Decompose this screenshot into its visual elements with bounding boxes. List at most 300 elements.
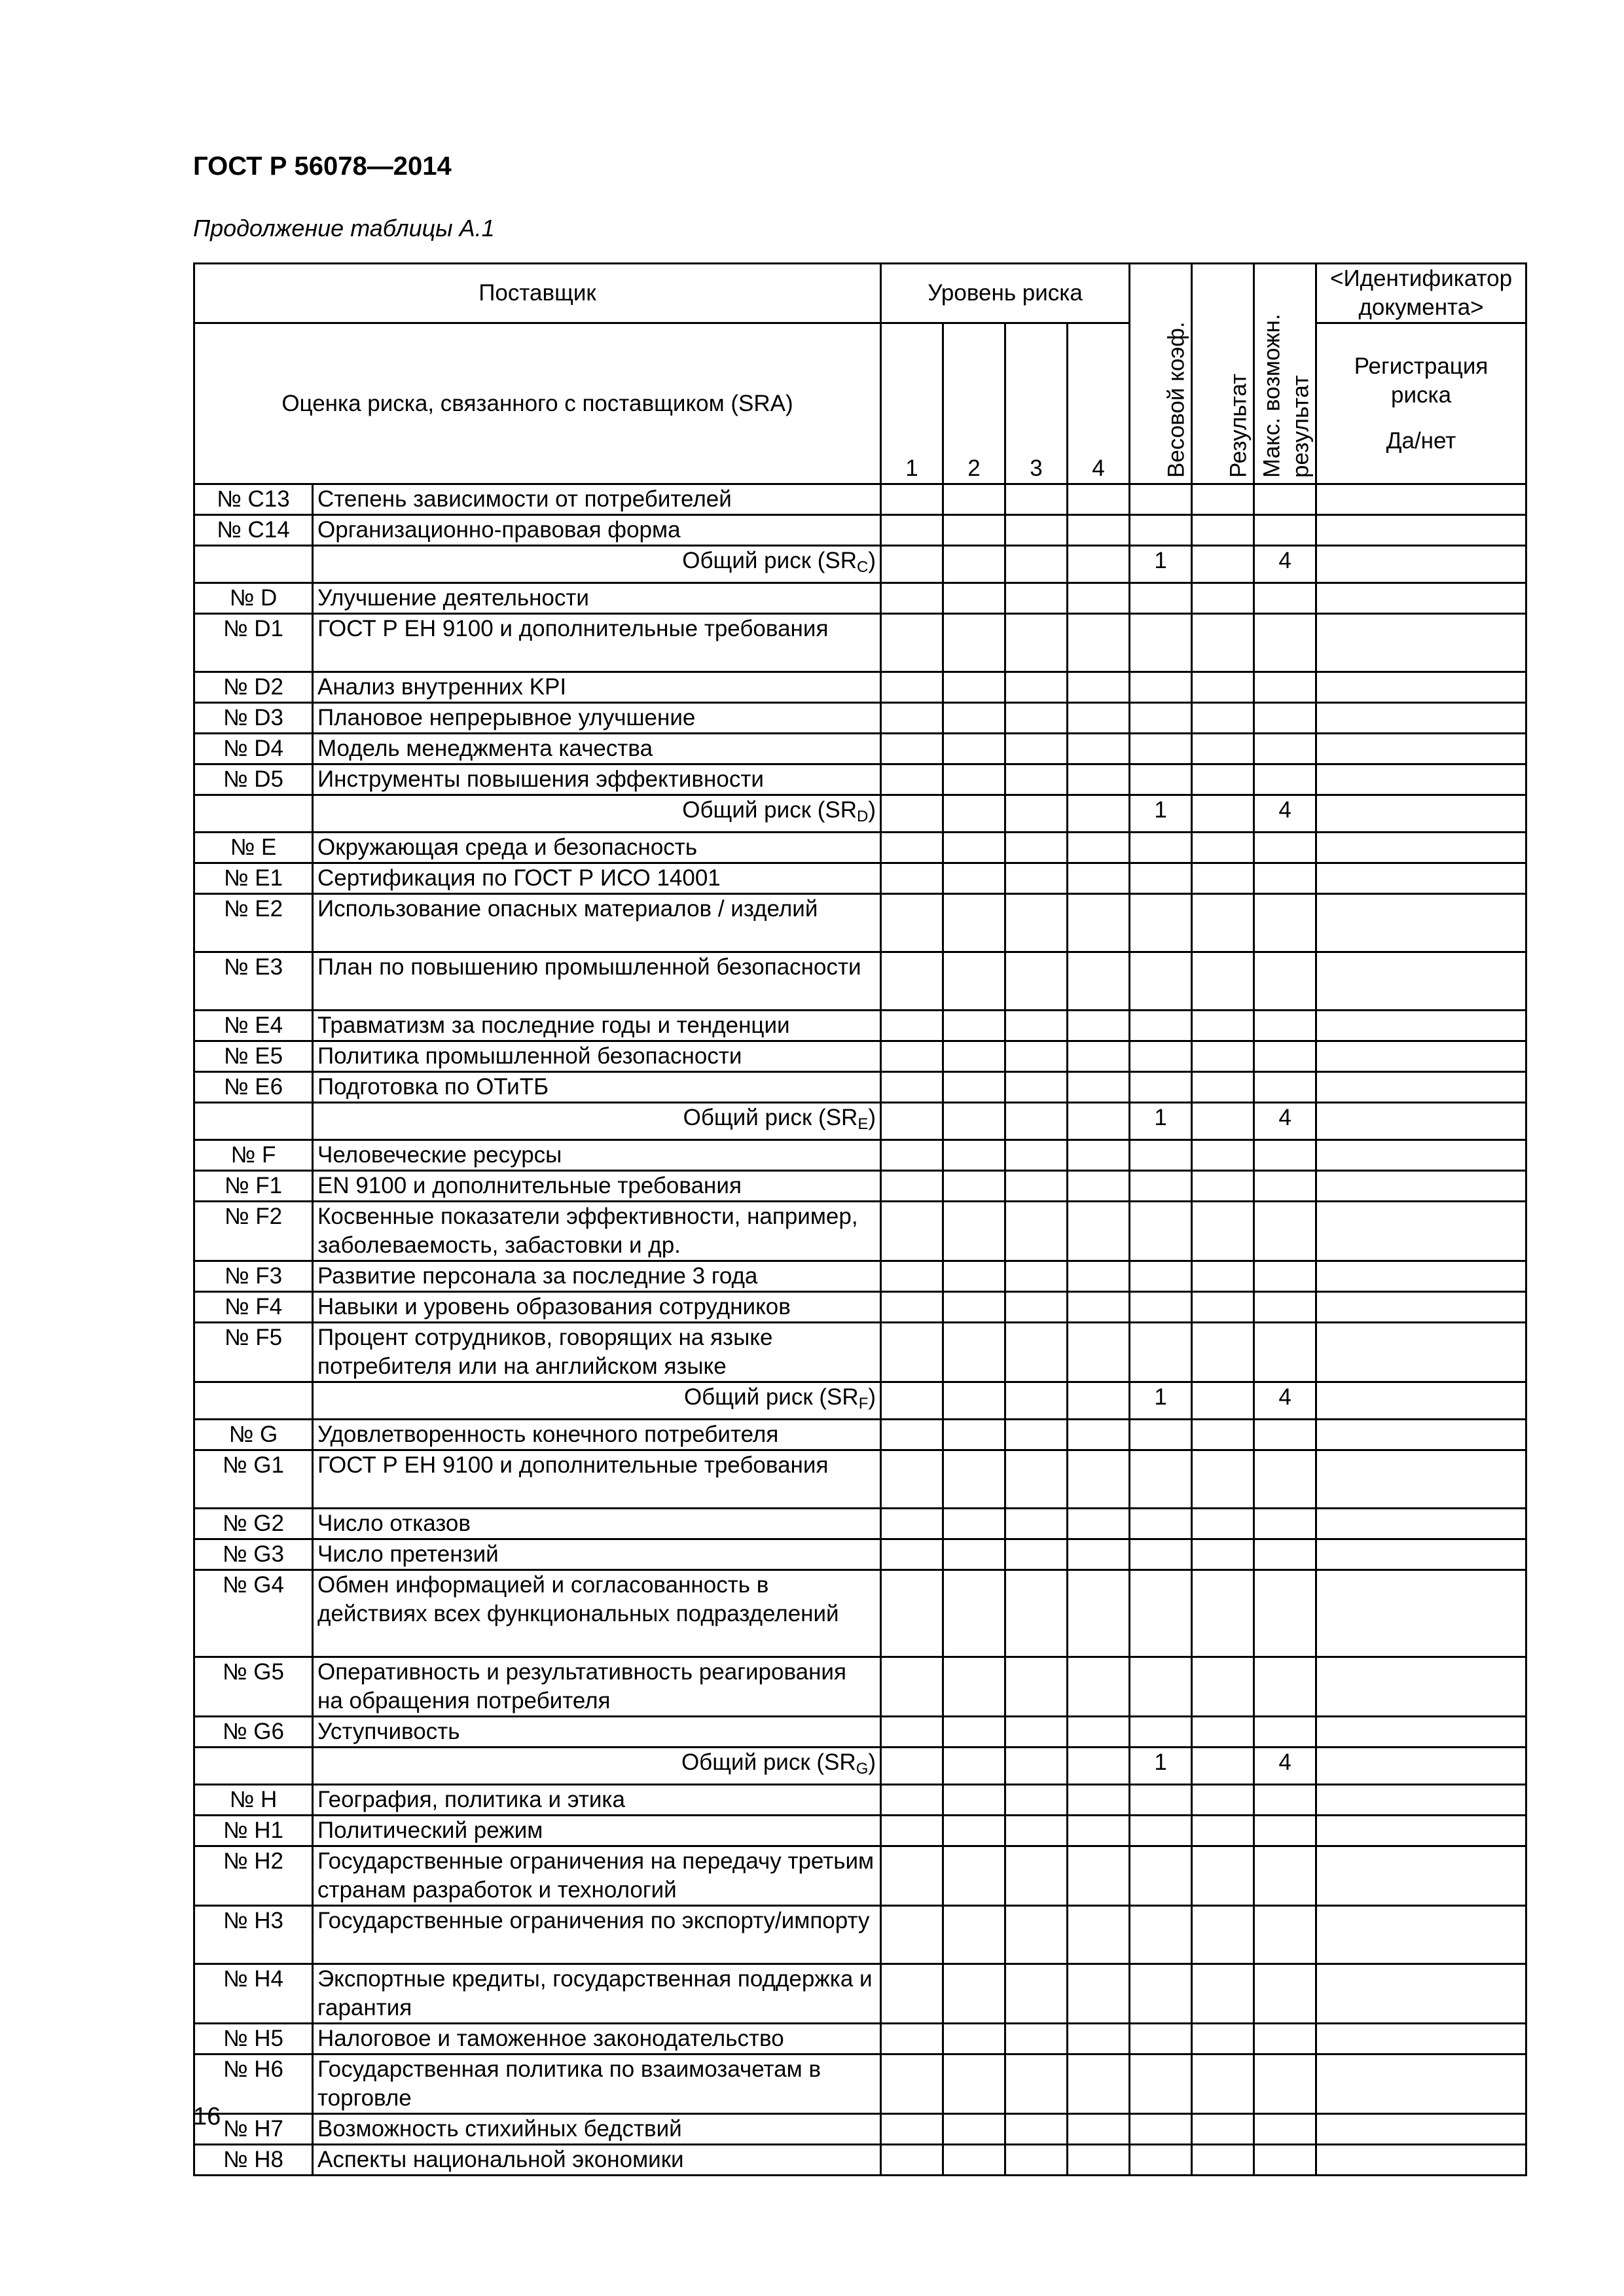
weight-cell [1130, 1261, 1192, 1292]
result-cell [1192, 1140, 1254, 1171]
weight-header: Весовой коэф. [1130, 264, 1192, 484]
level-cell [881, 1816, 943, 1846]
total-risk-label [313, 546, 881, 583]
max-result-cell [1254, 1906, 1316, 1964]
code-cell: № E2 [194, 894, 313, 952]
level-cell [881, 2114, 943, 2145]
code-cell: № H4 [194, 1964, 313, 2024]
result-cell [1192, 894, 1254, 952]
result-cell [1192, 1509, 1254, 1539]
level-cell [1005, 1570, 1068, 1657]
registration-cell [1316, 1846, 1526, 1906]
result-cell [1192, 515, 1254, 546]
level-cell [881, 1261, 943, 1292]
table-row [194, 1570, 1526, 1657]
registration-cell [1316, 1906, 1526, 1964]
level-cell [943, 1509, 1005, 1539]
code-cell: № D4 [194, 734, 313, 764]
result-cell [1192, 1539, 1254, 1570]
registration-cell [1316, 795, 1526, 833]
description-cell: ГОСТ Р ЕН 9100 и дополнительные требования [313, 1450, 881, 1509]
level-cell [1068, 1539, 1130, 1570]
level-cell [881, 1011, 943, 1041]
max-result-cell [1254, 1657, 1316, 1717]
level-cell [1005, 1323, 1068, 1382]
level-cell [943, 1906, 1005, 1964]
level-cell [1068, 1717, 1130, 1748]
level-cell [1005, 2054, 1068, 2114]
level-cell [1068, 764, 1130, 795]
level-cell [1005, 1748, 1068, 1785]
max-result-cell [1254, 1011, 1316, 1041]
code-cell: № H5 [194, 2024, 313, 2054]
total-row [194, 546, 1526, 583]
code-cell: № E6 [194, 1072, 313, 1103]
max-result-cell [1254, 1261, 1316, 1292]
level-cell [881, 1717, 943, 1748]
registration-cell [1316, 546, 1526, 583]
result-cell [1192, 1420, 1254, 1450]
max-result-cell [1254, 672, 1316, 703]
weight-cell [1130, 1785, 1192, 1816]
result-cell [1192, 1570, 1254, 1657]
level-cell [1068, 863, 1130, 894]
code-cell: № H [194, 1785, 313, 1816]
level-cell [1068, 2024, 1130, 2054]
level-cell [1005, 2114, 1068, 2145]
result-cell [1192, 1202, 1254, 1261]
level-4-header: 4 [1068, 323, 1130, 484]
level-cell [943, 1103, 1005, 1140]
weight-cell [1130, 952, 1192, 1011]
max-result-cell [1254, 1539, 1316, 1570]
table-row [194, 1846, 1526, 1906]
description-cell: Экспортные кредиты, государственная поддержка и гарантия [313, 1964, 881, 2024]
weight-cell [1130, 672, 1192, 703]
document-title: ГОСТ Р 56078—2014 [193, 152, 452, 181]
total-subscript: C [857, 558, 869, 576]
level-cell [943, 1382, 1005, 1420]
result-cell [1192, 1906, 1254, 1964]
registration-cell [1316, 2054, 1526, 2114]
code-cell: № C13 [194, 484, 313, 515]
result-cell [1192, 1011, 1254, 1041]
weight-cell [1130, 1292, 1192, 1323]
level-cell [943, 1041, 1005, 1072]
result-cell [1192, 1261, 1254, 1292]
max-result-cell [1254, 1420, 1316, 1450]
level-cell [1005, 1846, 1068, 1906]
table-row [194, 734, 1526, 764]
level-cell [1068, 1785, 1130, 1816]
level-cell [881, 1202, 943, 1261]
table-row [194, 1420, 1526, 1450]
description-cell: Человеческие ресурсы [313, 1140, 881, 1171]
code-cell: № E1 [194, 863, 313, 894]
level-cell [1068, 894, 1130, 952]
level-cell [943, 734, 1005, 764]
max-result-cell [1254, 1570, 1316, 1657]
max-result-cell [1254, 1717, 1316, 1748]
level-cell [1068, 583, 1130, 614]
table-row [194, 952, 1526, 1011]
description-cell: EN 9100 и дополнительные требования [313, 1171, 881, 1202]
table-row [194, 614, 1526, 672]
table-row [194, 1292, 1526, 1323]
registration-cell [1316, 1041, 1526, 1072]
code-cell: № G2 [194, 1509, 313, 1539]
level-cell [1005, 1657, 1068, 1717]
code-cell: № E4 [194, 1011, 313, 1041]
table-caption: Продолжение таблицы А.1 [193, 215, 495, 242]
weight-cell [1130, 1964, 1192, 2024]
result-cell [1192, 1816, 1254, 1846]
max-result-cell [1254, 2114, 1316, 2145]
result-cell [1192, 1103, 1254, 1140]
level-cell [881, 1041, 943, 1072]
registration-cell [1316, 894, 1526, 952]
description-cell: Оперативность и результативность реагирования на обращения потребителя [313, 1657, 881, 1717]
level-cell [881, 1846, 943, 1906]
table-row [194, 2145, 1526, 2176]
weight-cell [1130, 703, 1192, 734]
table-row [194, 1539, 1526, 1570]
level-cell [1005, 1041, 1068, 1072]
total-suffix: ) [868, 548, 876, 573]
registration-cell [1316, 2024, 1526, 2054]
level-cell [943, 1570, 1005, 1657]
table-row [194, 863, 1526, 894]
level-cell [1005, 583, 1068, 614]
registration-cell [1316, 703, 1526, 734]
level-cell [1068, 2114, 1130, 2145]
level-cell [1005, 1450, 1068, 1509]
weight-cell [1130, 1509, 1192, 1539]
weight-cell [1130, 1816, 1192, 1846]
description-cell: ГОСТ Р ЕН 9100 и дополнительные требования [313, 614, 881, 672]
code-cell: № F2 [194, 1202, 313, 1261]
level-cell [1005, 952, 1068, 1011]
max-result-cell [1254, 734, 1316, 764]
weight-cell [1130, 1450, 1192, 1509]
registration-cell [1316, 1657, 1526, 1717]
level-cell [1068, 1103, 1130, 1140]
level-cell [1068, 1041, 1130, 1072]
level-2-header: 2 [943, 323, 1005, 484]
total-row [194, 795, 1526, 833]
max-result-cell [1254, 1846, 1316, 1906]
level-cell [881, 1748, 943, 1785]
code-cell: № G1 [194, 1450, 313, 1509]
level-cell [943, 952, 1005, 1011]
level-cell [943, 795, 1005, 833]
max-result-cell [1254, 1323, 1316, 1382]
level-cell [943, 1657, 1005, 1717]
level-cell [943, 2145, 1005, 2176]
level-cell [943, 1450, 1005, 1509]
max-result-value: 4 [1254, 1382, 1316, 1420]
result-cell [1192, 734, 1254, 764]
max-result-value: 4 [1254, 546, 1316, 583]
table-row [194, 1171, 1526, 1202]
level-cell [1005, 1964, 1068, 2024]
level-cell [881, 2054, 943, 2114]
description-cell: Подготовка по ОТиТБ [313, 1072, 881, 1103]
max-result-cell [1254, 1785, 1316, 1816]
total-subscript: E [857, 1115, 869, 1133]
code-cell: № E [194, 833, 313, 863]
level-cell [881, 894, 943, 952]
description-cell: Удовлетворенность конечного потребителя [313, 1420, 881, 1450]
code-cell: № H6 [194, 2054, 313, 2114]
table-row [194, 2114, 1526, 2145]
weight-cell [1130, 1657, 1192, 1717]
level-cell [881, 546, 943, 583]
total-suffix: ) [868, 1384, 876, 1410]
level-cell [943, 764, 1005, 795]
registration-cell [1316, 1202, 1526, 1261]
level-cell [1068, 1171, 1130, 1202]
weight-cell [1130, 1072, 1192, 1103]
weight-cell [1130, 1041, 1192, 1072]
result-cell [1192, 764, 1254, 795]
level-cell [1068, 734, 1130, 764]
description-cell: Государственная политика по взаимозачетам в торговле [313, 2054, 881, 2114]
registration-label: Регистрация риска [1354, 353, 1489, 408]
max-result-cell [1254, 863, 1316, 894]
level-cell [881, 1657, 943, 1717]
level-cell [943, 1964, 1005, 2024]
max-result-cell [1254, 1041, 1316, 1072]
description-cell: Возможность стихийных бедствий [313, 2114, 881, 2145]
code-cell [194, 1103, 313, 1140]
result-cell [1192, 703, 1254, 734]
code-cell: № E3 [194, 952, 313, 1011]
level-cell [1068, 1657, 1130, 1717]
level-cell [943, 1717, 1005, 1748]
level-cell [943, 2054, 1005, 2114]
description-cell: География, политика и этика [313, 1785, 881, 1816]
level-cell [881, 614, 943, 672]
weight-cell [1130, 2024, 1192, 2054]
description-cell: Уступчивость [313, 1717, 881, 1748]
level-cell [943, 1785, 1005, 1816]
registration-cell [1316, 1964, 1526, 2024]
table-row [194, 1785, 1526, 1816]
level-cell [943, 1323, 1005, 1382]
level-cell [881, 672, 943, 703]
total-row [194, 1748, 1526, 1785]
level-cell [1005, 1171, 1068, 1202]
total-risk-label [313, 1748, 881, 1785]
level-cell [1068, 1420, 1130, 1450]
table-row [194, 672, 1526, 703]
weight-cell [1130, 863, 1192, 894]
max-result-cell [1254, 484, 1316, 515]
level-cell [1068, 1072, 1130, 1103]
registration-cell [1316, 1570, 1526, 1657]
table-row [194, 703, 1526, 734]
code-cell: № G3 [194, 1539, 313, 1570]
level-cell [881, 1785, 943, 1816]
registration-cell [1316, 1140, 1526, 1171]
level-cell [1005, 1906, 1068, 1964]
result-cell [1192, 1964, 1254, 2024]
code-cell: № D1 [194, 614, 313, 672]
max-result-cell [1254, 614, 1316, 672]
total-subscript: F [858, 1395, 869, 1412]
description-cell: Число отказов [313, 1509, 881, 1539]
registration-cell [1316, 952, 1526, 1011]
level-cell [943, 833, 1005, 863]
level-cell [881, 1420, 943, 1450]
table-body [194, 484, 1526, 2176]
level-cell [1005, 1292, 1068, 1323]
level-cell [881, 952, 943, 1011]
description-cell: Улучшение деятельности [313, 583, 881, 614]
level-cell [1068, 795, 1130, 833]
level-cell [1068, 1846, 1130, 1906]
level-cell [943, 1846, 1005, 1906]
level-cell [1068, 833, 1130, 863]
result-cell [1192, 484, 1254, 515]
table-row [194, 1509, 1526, 1539]
level-cell [1005, 703, 1068, 734]
max-result-cell [1254, 1202, 1316, 1261]
max-result-cell [1254, 2145, 1316, 2176]
result-cell [1192, 1450, 1254, 1509]
max-result-cell [1254, 894, 1316, 952]
table-row [194, 1816, 1526, 1846]
weight-cell [1130, 734, 1192, 764]
supplier-header: Поставщик [194, 264, 881, 323]
max-result-cell [1254, 764, 1316, 795]
result-cell [1192, 583, 1254, 614]
table-row [194, 1011, 1526, 1041]
result-cell [1192, 1072, 1254, 1103]
total-subscript: G [856, 1760, 869, 1778]
level-cell [881, 1570, 943, 1657]
total-prefix: Общий риск (SR [681, 1749, 856, 1775]
code-cell: № H8 [194, 2145, 313, 2176]
description-cell: Навыки и уровень образования сотрудников [313, 1292, 881, 1323]
level-cell [1005, 894, 1068, 952]
registration-cell [1316, 1171, 1526, 1202]
level-cell [881, 703, 943, 734]
result-cell [1192, 833, 1254, 863]
registration-cell [1316, 764, 1526, 795]
max-result-cell [1254, 703, 1316, 734]
level-cell [943, 1261, 1005, 1292]
level-cell [943, 1202, 1005, 1261]
level-cell [1068, 1261, 1130, 1292]
level-cell [881, 764, 943, 795]
level-cell [943, 1292, 1005, 1323]
level-cell [881, 2024, 943, 2054]
table-row [194, 1906, 1526, 1964]
table-row [194, 2054, 1526, 2114]
description-cell: Число претензий [313, 1539, 881, 1570]
max-result-cell [1254, 952, 1316, 1011]
description-cell: Политический режим [313, 1816, 881, 1846]
max-result-cell [1254, 583, 1316, 614]
level-cell [1005, 1140, 1068, 1171]
result-cell [1192, 1041, 1254, 1072]
risk-level-header: Уровень риска [881, 264, 1130, 323]
description-cell: Травматизм за последние годы и тенденции [313, 1011, 881, 1041]
level-cell [943, 1171, 1005, 1202]
level-cell [1005, 1072, 1068, 1103]
registration-cell [1316, 672, 1526, 703]
result-cell [1192, 1846, 1254, 1906]
level-cell [943, 1140, 1005, 1171]
table-row [194, 1261, 1526, 1292]
total-risk-label [313, 795, 881, 833]
max-result-cell [1254, 833, 1316, 863]
level-cell [1068, 1509, 1130, 1539]
result-cell [1192, 2145, 1254, 2176]
level-cell [943, 703, 1005, 734]
registration-cell [1316, 1717, 1526, 1748]
level-cell [1005, 2024, 1068, 2054]
level-cell [881, 1140, 943, 1171]
level-cell [943, 515, 1005, 546]
level-cell [1068, 1906, 1130, 1964]
level-cell [881, 863, 943, 894]
code-cell: № G5 [194, 1657, 313, 1717]
code-cell: № D2 [194, 672, 313, 703]
level-3-header: 3 [1005, 323, 1068, 484]
level-cell [1005, 1382, 1068, 1420]
weight-cell [1130, 2054, 1192, 2114]
code-cell: № D [194, 583, 313, 614]
result-cell [1192, 672, 1254, 703]
registration-cell [1316, 1011, 1526, 1041]
table-row [194, 1657, 1526, 1717]
total-prefix: Общий риск (SR [683, 1105, 858, 1130]
level-cell [943, 1748, 1005, 1785]
registration-cell [1316, 863, 1526, 894]
level-cell [881, 1103, 943, 1140]
level-cell [1068, 1570, 1130, 1657]
max-result-cell [1254, 515, 1316, 546]
level-cell [881, 515, 943, 546]
description-cell: Государственные ограничения на передачу третьим странам разработок и технологий [313, 1846, 881, 1906]
weight-value: 1 [1130, 546, 1192, 583]
table-row [194, 515, 1526, 546]
code-cell: № F3 [194, 1261, 313, 1292]
level-cell [881, 1509, 943, 1539]
description-cell: Модель менеджмента качества [313, 734, 881, 764]
yes-no-label: Да/нет [1386, 427, 1456, 454]
total-prefix: Общий риск (SR [682, 797, 857, 823]
level-cell [1005, 863, 1068, 894]
level-cell [881, 1072, 943, 1103]
level-cell [881, 1906, 943, 1964]
registration-cell [1316, 1103, 1526, 1140]
table-row [194, 484, 1526, 515]
weight-cell [1130, 1846, 1192, 1906]
code-cell: № H2 [194, 1846, 313, 1906]
code-cell: № C14 [194, 515, 313, 546]
description-cell: Сертификация по ГОСТ Р ИСО 14001 [313, 863, 881, 894]
max-result-cell [1254, 2024, 1316, 2054]
weight-cell [1130, 1323, 1192, 1382]
total-risk-label [313, 1103, 881, 1140]
result-cell [1192, 863, 1254, 894]
level-cell [1005, 833, 1068, 863]
weight-value: 1 [1130, 1748, 1192, 1785]
